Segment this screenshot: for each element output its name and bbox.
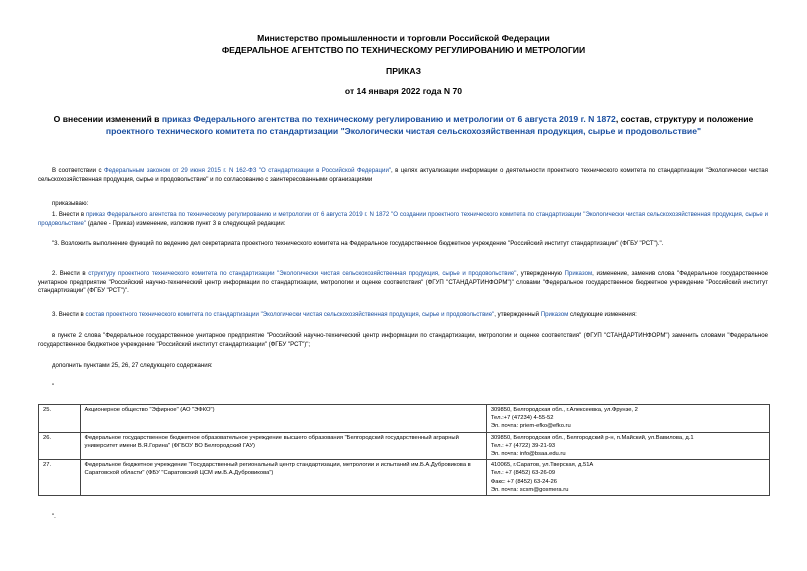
paragraph-item-3 [38, 311, 768, 320]
paragraph-add-points: дополнить пунктами 25, 26, 27 следующего содержания: [52, 362, 213, 369]
order-link-item2[interactable]: Приказом [564, 270, 593, 277]
paragraph-order-word: приказываю: [52, 200, 89, 207]
table-row [39, 432, 770, 460]
doc-title [30, 114, 777, 137]
quote-open: " [52, 383, 55, 390]
row-address [486, 432, 769, 460]
item3-text-c: следующие изменения: [568, 311, 637, 318]
row-organization: Федеральное бюджетное учреждение "Государственный региональный центр стандартизации, метрологии и испытаний им.Б.А.Дубровикова в Саратовской области" (ФБУ "Саратовский ЦСМ им.Б.А.Дубровикова") [80, 460, 486, 496]
item1-text-a: 1. Внести в [52, 211, 86, 218]
preamble-text-b: , в целях актуализации информации о деятельности проектного технического комитета по стандартизации "Экологически чистая сельскохозяйственная продукция, сырье и продовольствие" и по согласованию с заинтересованными организациями [38, 167, 768, 183]
address-line: Тел.: +7 (8452) 63-26-09 [490, 470, 556, 477]
address-line: Тел.: +7 (4722) 39-21-93 [490, 442, 556, 449]
members-table [38, 404, 770, 496]
table-row [39, 405, 770, 433]
item3-text-a: 3. Внести в [52, 311, 86, 318]
table-row [39, 460, 770, 496]
paragraph-point-2: в пункте 2 слова "Федеральное государственное унитарное предприятие "Российский научно-технический центр информации по стандартизации, метрологии и оценке соответствия" (ФГУП "СТАНДАРТИНФОРМ") заменить словами "Федеральное государственное бюджетное учреждение "Российский институт стандартизации" (ФГБУ "РСТ")"; [38, 332, 768, 348]
doc-date-number: от 14 января 2022 года N 70 [344, 86, 463, 96]
address-line: Тел.:+7 (47234) 4-55-52 [490, 415, 554, 422]
title-order-link[interactable]: приказ Федерального агентства по техническому регулированию и метрологии от 6 августа 2019 г. N 1872 [161, 114, 616, 124]
structure-link[interactable]: структуру проектного технического комитета по стандартизации "Экологически чистая сельскохозяйственная продукция, сырье и продовольствие" [88, 270, 517, 277]
address-line: Эл. почта: info@bsaa.edu.ru [490, 451, 566, 458]
address-line: 309850, Белгородская обл., г.Алексеевка, ул.Фрунзе, 2 [490, 407, 638, 413]
preamble-text-a: В соответствии с [52, 167, 105, 174]
item2-text-c: , изменение, заменив слова "Федеральное государственное унитарное предприятие "Российский научно-технический центр информации по стандартизации, метрологии и оценке соответствия" (ФГУП "СТАНДАРТИНФОРМ")" словами "Федеральное государственное бюджетное учреждение "Российский институт стандартизации" (ФГБУ "РСТ")". [38, 270, 768, 295]
item1-text-b: (далее - Приказ) изменение, изложив пункт 3 в следующей редакции: [86, 219, 286, 227]
paragraph-preamble [38, 167, 768, 184]
row-number: 27. [39, 460, 81, 496]
agency-heading: ФЕДЕРАЛЬНОЕ АГЕНТСТВО ПО ТЕХНИЧЕСКОМУ РЕГУЛИРОВАНИЮ И МЕТРОЛОГИИ [221, 45, 586, 55]
paragraph-item-2 [38, 270, 768, 296]
row-address [486, 460, 769, 496]
quote-close: ". [52, 513, 56, 520]
item2-text-a: 2. Внести в [52, 270, 89, 277]
item2-text-b: , утвержденную [516, 270, 565, 277]
item3-text-b: , утвержденный [494, 311, 541, 318]
paragraph-item-3-text: "3. Возложить выполнение функций по ведению дел секретариата проектного технического комитета на Федеральное государственное бюджетное учреждение "Российский институт стандартизации" (ФГБУ "РСТ").". [52, 240, 664, 247]
row-number: 26. [39, 432, 81, 460]
address-line: Факс: +7 (8452) 63-24-26 [490, 478, 557, 485]
order-1872-link[interactable]: приказ Федерального агентства по техническому регулированию и метрологии от 6 августа 2019 г. N 1872 "О создании проектного технического комитета по стандартизации "Экологически чистая сельскохозяйственная продукция, сырье и продовольствие" [38, 211, 768, 227]
ministry-heading: Министерство промышленности и торговли Российской Федерации [257, 33, 550, 43]
address-line: 309850, Белгородская обл., Белгородский р-н, п.Майский, ул.Вавилова, д.1 [490, 434, 694, 441]
paragraph-item-1 [38, 211, 768, 228]
composition-link[interactable]: состав проектного технического комитета по стандартизации "Экологически чистая сельскохозяйственная продукция, сырье и продовольствие" [85, 311, 495, 318]
row-organization: Федеральное государственное бюджетное образовательное учреждение высшего образования "Белгородский государственный аграрный университет имени В.Я.Горина" (ФГБОУ ВО Белгородский ГАУ) [80, 432, 486, 460]
address-line: 410065, г.Саратов, ул.Тверская, д.51А [490, 462, 594, 469]
address-line: Эл. почта: priem-efko@efko.ru [490, 423, 571, 430]
title-prefix: О внесении изменений в [53, 114, 162, 124]
title-committee-link[interactable]: проектного технического комитета по стандартизации "Экологически чистая сельскохозяйственная продукция, сырье и продовольствие" [105, 125, 702, 136]
title-middle: , состав, структуру и положение [615, 114, 754, 124]
federal-law-link[interactable]: Федеральным законом от 29 июня 2015 г. N 162-ФЗ "О стандартизации в Российской Федерации" [104, 167, 392, 174]
order-link-item3[interactable]: Приказом [540, 311, 569, 318]
address-line: Эл. почта: scsm@gosmera.ru [490, 486, 569, 493]
row-number: 25. [39, 405, 81, 433]
doc-type-heading: ПРИКАЗ [386, 66, 421, 76]
row-organization: Акционерное общество "Эфирное" (АО "ЭФКО") [80, 405, 486, 433]
row-address [486, 405, 769, 433]
